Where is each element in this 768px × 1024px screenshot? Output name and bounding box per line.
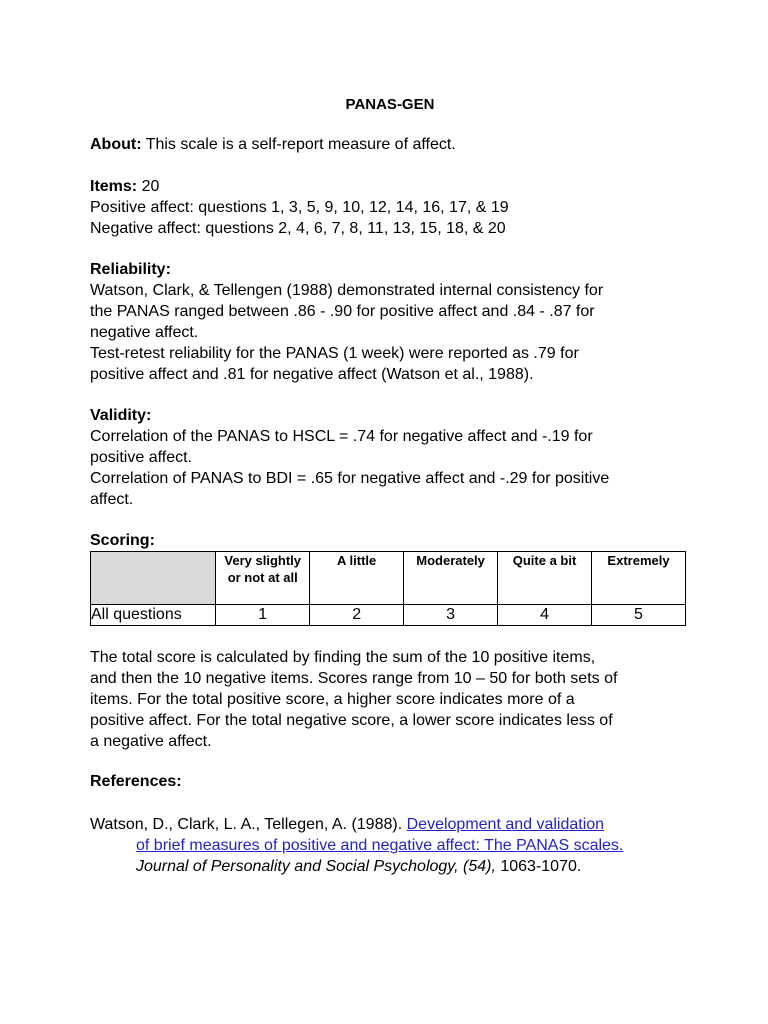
reliability-line: negative affect. [90,324,199,341]
validity-section [90,405,690,510]
validity-line: positive affect. [90,449,192,466]
scoring-header-row [91,552,686,605]
score-value: 3 [404,605,498,626]
validity-line: affect. [90,491,134,508]
journal-name: Journal of Personality and Social Psychology, (54), [136,858,496,875]
references-heading [90,771,690,792]
row-label: All questions [91,605,216,626]
reliability-label: Reliability: [90,261,171,278]
page-title: PANAS-GEN [345,96,435,113]
negative-items: Negative affect: questions 2, 4, 6, 7, 8, 11, 13, 15, 18, & 20 [90,220,506,237]
header-very-slightly: Very slightly or not at all [216,552,310,605]
header-a-little-text: A little [337,553,377,568]
score-value: 5 [592,605,686,626]
total-line: The total score is calculated by finding the sum of the 10 positive items, [90,649,596,666]
table-blank-cell [91,552,216,605]
positive-items: Positive affect: questions 1, 3, 5, 9, 10, 12, 14, 16, 17, & 19 [90,199,509,216]
reliability-line: Watson, Clark, & Tellengen (1988) demonstrated internal consistency for [90,282,604,299]
total-score-section [90,647,690,752]
reliability-line: Test-retest reliability for the PANAS (1 week) were reported as .79 for [90,345,579,362]
references-label: References: [90,773,182,790]
about-text: This scale is a self-report measure of affect. [145,136,456,153]
about-label: About: [90,136,142,153]
score-value: 2 [310,605,404,626]
reliability-line: positive affect and .81 for negative affect (Watson et al., 1988). [90,366,534,383]
article-link-continued[interactable]: of brief measures of positive and negative affect: The PANAS scales. [136,837,624,854]
total-line: positive affect. For the total negative score, a lower score indicates less of [90,712,613,729]
article-link[interactable]: Development and validation [406,816,605,833]
header-moderately: Moderately [404,552,498,605]
header-a-little [310,552,404,605]
reference-entry [90,814,690,877]
citation-start: Watson, D., Clark, L. A., Tellegen, A. (1988). [90,816,403,833]
validity-label: Validity: [90,407,152,424]
scoring-label: Scoring: [90,532,155,549]
items-count: 20 [141,178,160,195]
validity-line: Correlation of the PANAS to HSCL = .74 for negative affect and -.19 for [90,428,593,445]
scoring-table [90,551,686,626]
total-line: and then the 10 negative items. Scores range from 10 – 50 for both sets of [90,670,618,687]
header-quite-a-bit: Quite a bit [498,552,592,605]
total-line: a negative affect. [90,733,212,750]
table-row [91,605,686,626]
reliability-line: the PANAS ranged between .86 - .90 for positive affect and .84 - .87 for [90,303,595,320]
reliability-section [90,259,690,385]
total-line: items. For the total positive score, a higher score indicates more of a [90,691,575,708]
scoring-heading [90,530,690,551]
items-section [90,176,690,239]
score-value: 4 [498,605,592,626]
page-range: 1063-1070. [500,858,582,875]
items-label: Items: [90,178,138,195]
header-extremely: Extremely [592,552,686,605]
about-section [90,134,690,155]
validity-line: Correlation of PANAS to BDI = .65 for negative affect and -.29 for positive [90,470,610,487]
score-value: 1 [216,605,310,626]
